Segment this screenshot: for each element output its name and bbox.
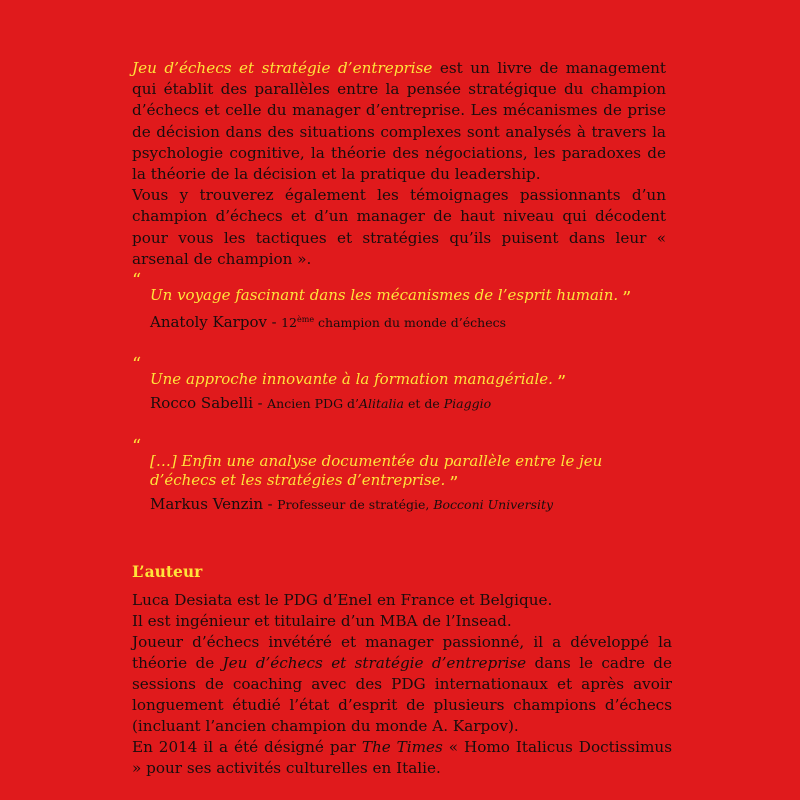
institution-name: Bocconi University bbox=[433, 497, 554, 512]
quote-ellipsis: […] bbox=[150, 452, 182, 470]
author-name: Markus Venzin bbox=[150, 495, 264, 513]
bio-line-2: Il est ingénieur et titulaire d’un MBA de l’Insead. bbox=[132, 612, 512, 630]
intro-paragraph-2: Vous y trouverez également les témoignages passionnants d’un champion d’échecs et d’un manager de haut niveau qui décodent pour vous les tactiques et stratégies qu’ils puisent dans leur « arsenal de champion ». bbox=[132, 186, 666, 268]
role-text-2: et de bbox=[403, 396, 444, 411]
quote-text bbox=[132, 286, 672, 308]
intro-paragraph-1 bbox=[132, 58, 666, 185]
author-section-heading: L’auteur bbox=[132, 562, 203, 581]
open-quote-mark: “ bbox=[132, 436, 142, 457]
author-separator: - bbox=[266, 315, 282, 332]
company-alitalia: Alitalia bbox=[359, 396, 404, 411]
quote-text bbox=[132, 370, 672, 392]
intro-paragraph-1-text: est un livre de management qui établit des parallèles entre la pensée stratégique du champion d’échecs et celle du manager d’entreprise. Les mécanismes de prise de décision dans des situations complexes sont analysés à travers la psychologie cognitive, la théorie des négociations, les paradoxes de la théorie de la décision et la pratique du leadership. bbox=[132, 59, 666, 184]
close-quote-mark: ” bbox=[556, 372, 567, 393]
role-number: 12 bbox=[281, 315, 297, 331]
author-separator: - bbox=[263, 497, 278, 513]
quote-karpov bbox=[132, 270, 672, 333]
quote-author bbox=[132, 310, 672, 333]
quote-author bbox=[132, 394, 672, 414]
author-role bbox=[277, 497, 553, 512]
role-superscript: ème bbox=[297, 315, 315, 324]
bio-text: Joueur d’échecs invétéré et manager passionné, il a développé la théorie de bbox=[132, 633, 672, 672]
author-role bbox=[281, 315, 506, 330]
quote-venzin bbox=[132, 436, 672, 515]
quote-text bbox=[132, 452, 672, 493]
intro-text bbox=[132, 58, 666, 270]
role-text: Ancien PDG d’ bbox=[267, 396, 360, 411]
quote-text-content: Un voyage fascinant dans les mécanismes de l’esprit humain. bbox=[150, 286, 619, 304]
newspaper-title: The Times bbox=[361, 738, 443, 756]
close-quote-mark: ” bbox=[449, 473, 459, 494]
author-separator: - bbox=[253, 396, 268, 412]
author-role bbox=[267, 396, 491, 411]
author-bio bbox=[132, 590, 672, 779]
quote-text-content: Une approche innovante à la formation managériale. bbox=[150, 370, 553, 388]
open-quote-mark: “ bbox=[132, 354, 142, 375]
role-text: Professeur de stratégie, bbox=[277, 497, 434, 512]
book-title: Jeu d’échecs et stratégie d’entreprise bbox=[132, 59, 433, 77]
bio-paragraph-3 bbox=[132, 632, 672, 737]
quote-sabelli bbox=[132, 354, 672, 414]
open-quote-mark: “ bbox=[132, 270, 142, 291]
bio-line-1: Luca Desiata est le PDG d’Enel en France et Belgique. bbox=[132, 591, 553, 609]
bio-text: En 2014 il a été désigné par bbox=[132, 738, 362, 756]
author-name: Anatoly Karpov bbox=[150, 313, 267, 332]
quote-text-content: Enfin une analyse documentée du parallèle entre le jeu d’échecs et les stratégies d’entreprise. bbox=[150, 452, 603, 489]
bio-text-2: « Homo Italicus Doctissimus » pour ses activités culturelles en Italie. bbox=[132, 738, 672, 777]
book-title-ref: Jeu d’échecs et stratégie d’entreprise bbox=[222, 654, 527, 672]
quote-author bbox=[132, 495, 672, 515]
bio-paragraph-4 bbox=[132, 737, 672, 779]
role-text: champion du monde d’échecs bbox=[314, 315, 507, 331]
close-quote-mark: ” bbox=[622, 288, 632, 309]
author-name: Rocco Sabelli bbox=[150, 394, 254, 412]
company-piaggio: Piaggio bbox=[443, 396, 492, 411]
bio-text-2: dans le cadre de sessions de coaching avec des PDG internationaux et après avoir longuement étudié l’état d’esprit de plusieurs champions d’échecs (incluant l’ancien champion du monde A. Karpov). bbox=[132, 654, 672, 735]
